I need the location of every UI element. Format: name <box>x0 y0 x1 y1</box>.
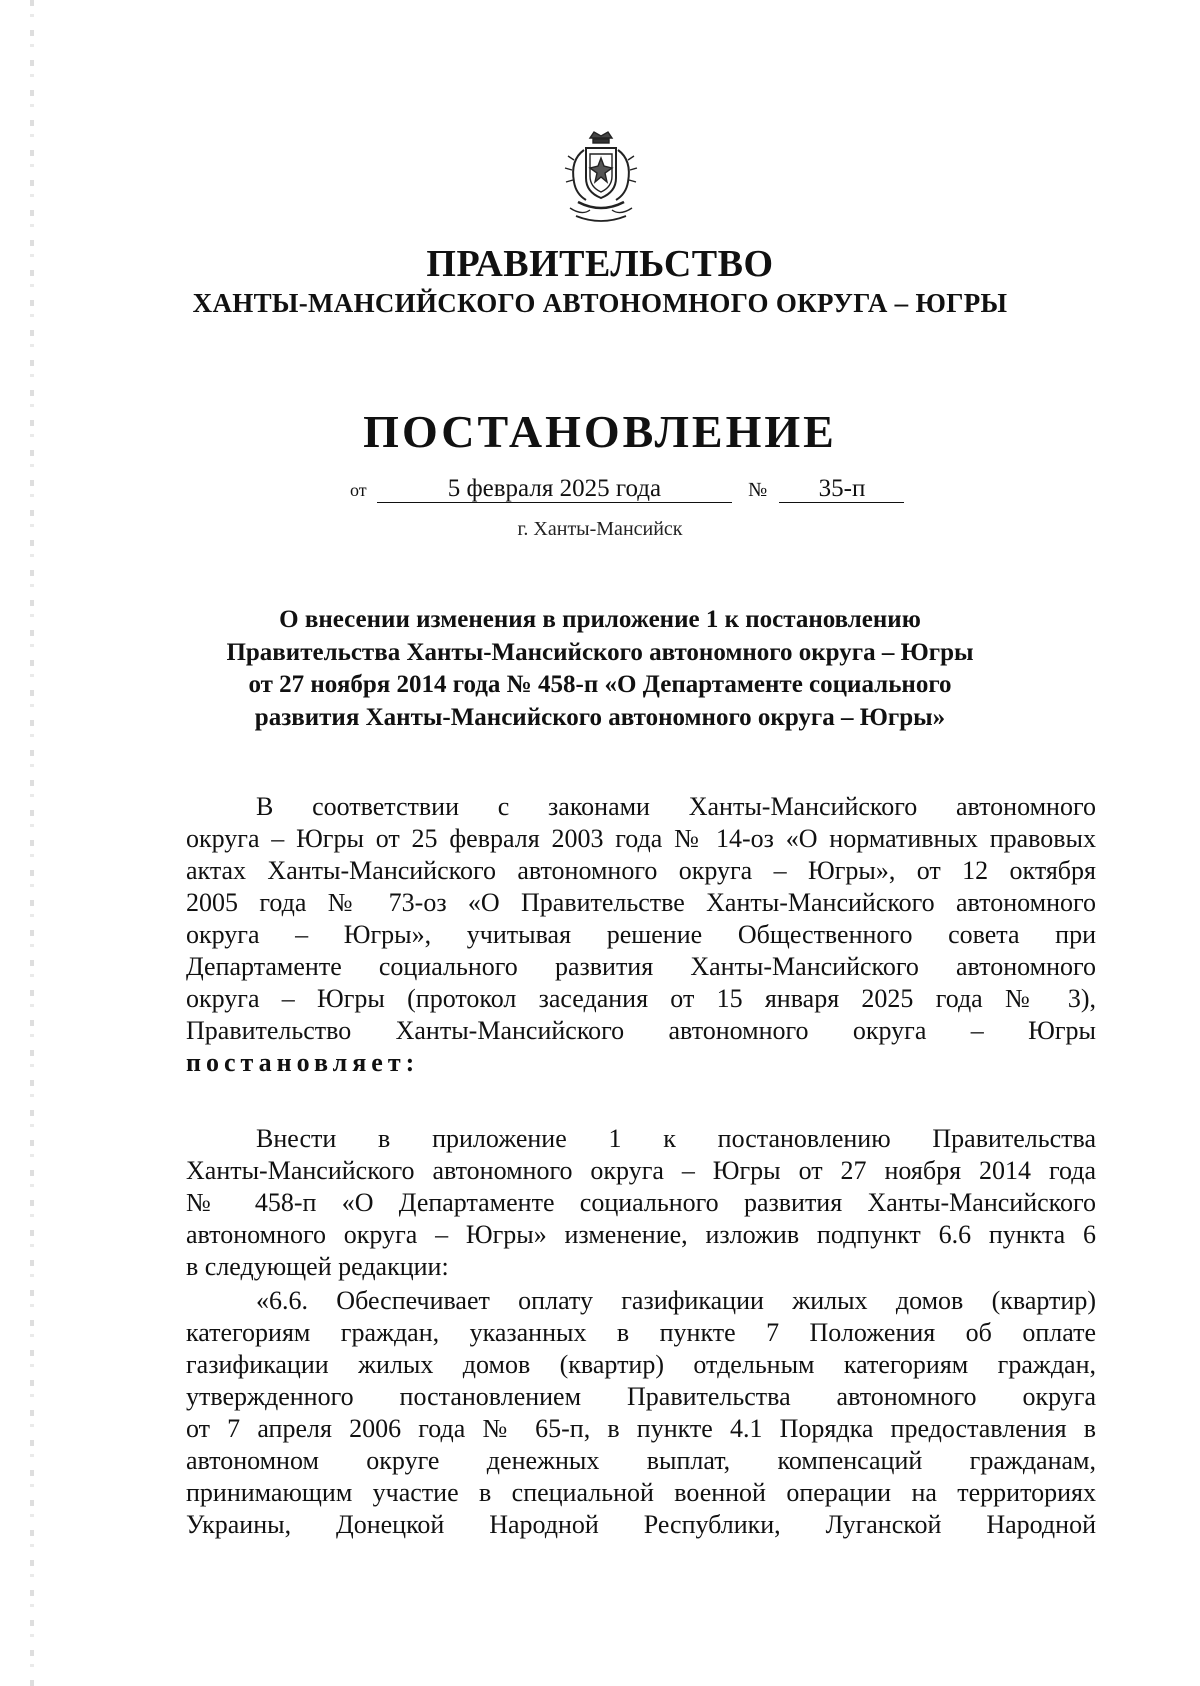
document-number: 35-п <box>779 476 904 503</box>
document-type: ПОСТАНОВЛЕНИЕ <box>363 406 837 457</box>
subclause-paragraph <box>186 1285 1096 1541</box>
text-line: автономного округа – Югры» изменение, изложив подпункт 6.6 пункта 6 <box>186 1220 1096 1249</box>
text-line: В соответствии с законами Ханты-Мансийского автономного <box>256 792 1096 821</box>
text-line: категориям граждан, указанных в пункте 7 Положения об оплате <box>186 1318 1096 1347</box>
text-line: в следующей редакции: <box>186 1252 449 1281</box>
preamble-paragraph <box>186 791 1096 1079</box>
text-line: округа – Югры», учитывая решение Общественного совета при <box>186 920 1096 949</box>
document-date: 5 февраля 2025 года <box>377 476 732 503</box>
text-line: округа – Югры от 25 февраля 2003 года № 14-оз «О нормативных правовых <box>186 824 1096 853</box>
heading-line: от 27 ноября 2014 года № 458-п «О Департаменте социального <box>248 671 952 698</box>
text-line: Украины, Донецкой Народной Республики, Луганской Народной <box>186 1510 1096 1539</box>
text-line: принимающим участие в специальной военной операции на территориях <box>186 1478 1096 1507</box>
document-heading <box>180 604 1020 734</box>
text-line: «6.6. Обеспечивает оплату газификации жилых домов (квартир) <box>256 1286 1096 1315</box>
text-line: утвержденного постановлением Правительства автономного округа <box>186 1382 1096 1411</box>
text-line: Внести в приложение 1 к постановлению Правительства <box>256 1124 1096 1153</box>
text-line: автономном округе денежных выплат, компенсаций гражданам, <box>186 1446 1096 1475</box>
text-line: актах Ханты-Мансийского автономного округа – Югры», от 12 октября <box>186 856 1096 885</box>
region-title: ХАНТЫ-МАНСИЙСКОГО АВТОНОМНОГО ОКРУГА – ЮГРЫ <box>192 288 1008 318</box>
text-line: округа – Югры (протокол заседания от 15 января 2025 года № 3), <box>186 984 1096 1013</box>
text-line: Ханты-Мансийского автономного округа – Югры от 27 ноября 2014 года <box>186 1156 1096 1185</box>
heading-line: О внесении изменения в приложение 1 к постановлению <box>279 606 921 633</box>
government-title: ПРАВИТЕЛЬСТВО <box>426 243 774 285</box>
amendment-paragraph <box>186 1123 1096 1283</box>
resolves-word: постановляет: <box>186 1048 420 1077</box>
heading-line: развития Ханты-Мансийского автономного округа – Югры» <box>254 703 946 731</box>
text-line: Департаменте социального развития Ханты-Мансийского автономного <box>186 952 1096 981</box>
text-line: Правительство Ханты-Мансийского автономного округа – Югры <box>186 1016 1096 1045</box>
text-line: газификации жилых домов (квартир) отдельным категориям граждан, <box>186 1350 1096 1379</box>
text-line: от 7 апреля 2006 года № 65-п, в пункте 4.1 Порядка предоставления в <box>186 1414 1096 1443</box>
number-sign: № <box>748 479 768 501</box>
city: г. Ханты-Мансийск <box>517 518 683 540</box>
text-line: 2005 года № 73-оз «О Правительстве Ханты-Мансийского автономного <box>186 888 1096 917</box>
text-line: № 458-п «О Департаменте социального развития Ханты-Мансийского <box>186 1188 1096 1217</box>
heading-line: Правительства Ханты-Мансийского автономного округа – Югры <box>226 638 974 666</box>
date-number-line <box>350 475 904 503</box>
coat-of-arms-emblem <box>560 130 642 230</box>
date-prefix: от <box>350 480 367 500</box>
